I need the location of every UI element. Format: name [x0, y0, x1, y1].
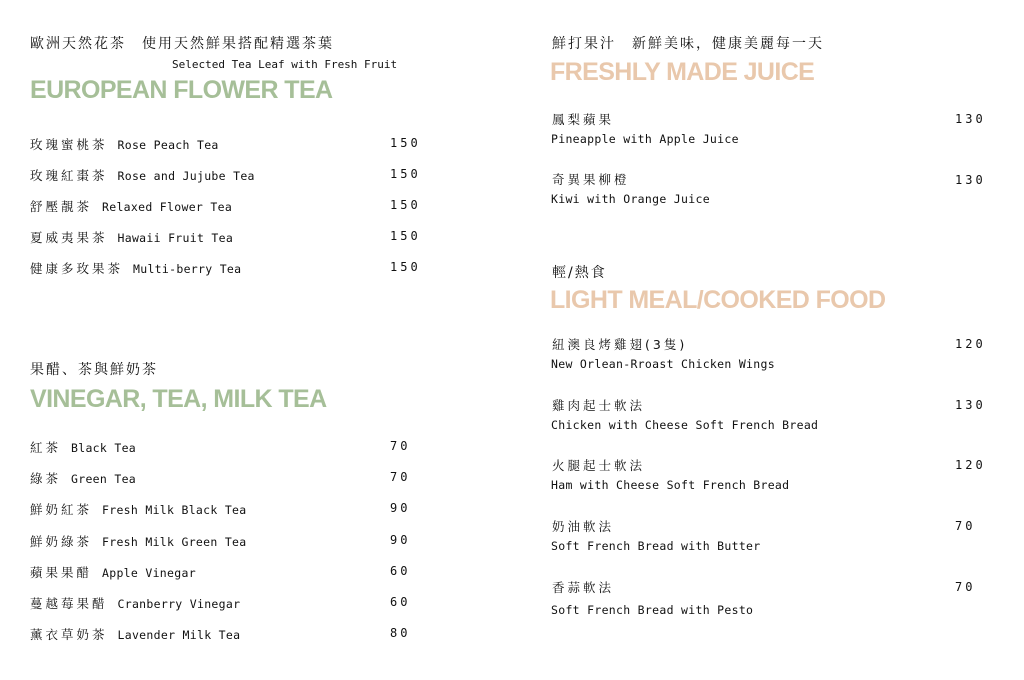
item-price: 130	[955, 173, 986, 187]
item-price: 120	[955, 458, 986, 472]
item-price: 60	[390, 595, 411, 609]
item-zh: 奇異果柳橙	[552, 172, 630, 187]
item-price: 90	[390, 501, 411, 515]
item-en: Fresh Milk Green Tea	[102, 535, 247, 549]
item-en: Black Tea	[71, 441, 137, 455]
item-zh: 夏威夷果茶	[30, 230, 108, 245]
juice-en-title: FRESHLY MADE JUICE	[550, 58, 815, 86]
menu-item	[30, 438, 136, 456]
juice-zh-title: 鮮打果汁 新鮮美味，健康美麗每一天	[552, 36, 824, 52]
item-zh: 綠茶	[30, 471, 62, 486]
menu-item	[30, 228, 233, 246]
item-en: Soft French Bread with Pesto	[551, 603, 754, 617]
flower-tea-en-subtitle: Selected Tea Leaf with Fresh Fruit	[172, 58, 398, 71]
meal-zh-title: 輕/熱食	[552, 265, 607, 281]
item-zh: 火腿起士軟法	[552, 458, 646, 473]
item-en: Cranberry Vinegar	[117, 597, 241, 611]
item-price: 150	[390, 260, 421, 274]
item-price: 120	[955, 337, 986, 351]
item-en: Lavender Milk Tea	[117, 628, 241, 642]
item-en: Multi-berry Tea	[133, 262, 242, 276]
item-en: Hawaii Fruit Tea	[117, 231, 234, 245]
meal-en-title: LIGHT MEAL/COOKED FOOD	[550, 286, 886, 314]
item-zh: 玫瑰蜜桃茶	[30, 137, 108, 152]
item-en: Ham with Cheese Soft French Bread	[551, 478, 790, 492]
item-zh: 健康多玫果茶	[30, 261, 124, 276]
menu-item	[30, 135, 219, 153]
item-zh: 雞肉起士軟法	[552, 398, 646, 413]
flower-tea-zh-title: 歐洲天然花茶 使用天然鮮果搭配精選茶葉	[30, 36, 334, 52]
menu-item	[30, 563, 196, 581]
item-price: 150	[390, 136, 421, 150]
item-en: Pineapple with Apple Juice	[551, 132, 739, 146]
item-price: 70	[955, 580, 976, 594]
item-price: 60	[390, 564, 411, 578]
item-price: 130	[955, 112, 986, 126]
item-zh: 紅茶	[30, 440, 62, 455]
item-price: 70	[390, 470, 411, 484]
item-zh: 玫瑰紅棗茶	[30, 168, 108, 183]
menu-item	[30, 625, 240, 643]
item-price: 70	[390, 439, 411, 453]
item-zh: 奶油軟法	[552, 519, 615, 534]
menu-item	[30, 166, 255, 184]
item-zh: 鮮奶紅茶	[30, 502, 93, 517]
item-price: 150	[390, 198, 421, 212]
item-price: 130	[955, 398, 986, 412]
item-en: Soft French Bread with Butter	[551, 539, 761, 553]
item-zh: 紐澳良烤雞翅(3隻)	[552, 337, 688, 352]
item-zh: 蘋果果醋	[30, 565, 93, 580]
item-en: Kiwi with Orange Juice	[551, 192, 710, 206]
menu-item	[30, 532, 247, 550]
item-price: 90	[390, 533, 411, 547]
item-zh: 香蒜軟法	[552, 580, 615, 595]
item-en: Rose and Jujube Tea	[117, 169, 255, 183]
item-zh: 舒壓靚茶	[30, 199, 93, 214]
item-en: Fresh Milk Black Tea	[102, 503, 247, 517]
vinegar-tea-en-title: VINEGAR, TEA, MILK TEA	[30, 385, 327, 413]
item-en: Relaxed Flower Tea	[102, 200, 233, 214]
item-en: New Orlean-Rroast Chicken Wings	[551, 357, 775, 371]
item-price: 70	[955, 519, 976, 533]
item-zh: 鮮奶綠茶	[30, 534, 93, 549]
menu-item	[30, 469, 136, 487]
item-en: Green Tea	[71, 472, 137, 486]
item-en: Chicken with Cheese Soft French Bread	[551, 418, 819, 432]
menu-item	[30, 500, 247, 518]
item-price: 150	[390, 167, 421, 181]
item-en: Rose Peach Tea	[117, 138, 219, 152]
menu-item	[30, 594, 240, 612]
item-price: 80	[390, 626, 411, 640]
menu-item	[30, 259, 241, 277]
item-zh: 鳳梨蘋果	[552, 112, 615, 127]
item-zh: 薰衣草奶茶	[30, 627, 108, 642]
flower-tea-en-title: EUROPEAN FLOWER TEA	[30, 76, 333, 104]
vinegar-tea-zh-title: 果醋、茶與鮮奶茶	[30, 362, 158, 378]
item-en: Apple Vinegar	[102, 566, 196, 580]
item-price: 150	[390, 229, 421, 243]
menu-item	[30, 197, 232, 215]
item-zh: 蔓越莓果醋	[30, 596, 108, 611]
